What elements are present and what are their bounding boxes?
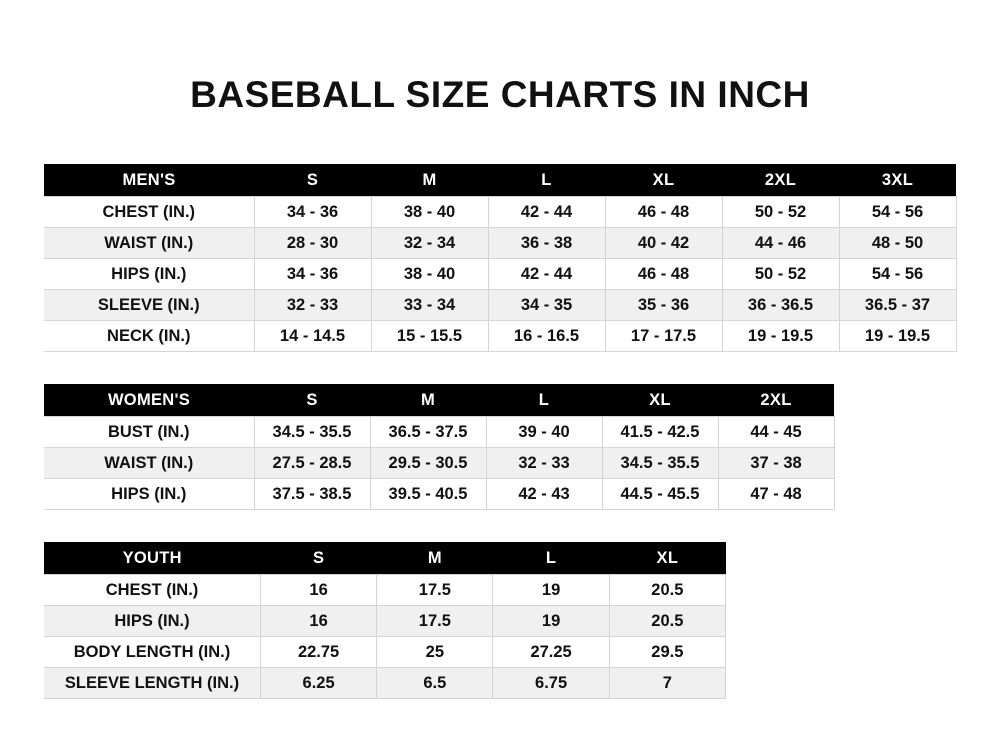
table-row (44, 448, 834, 479)
tables-container (0, 164, 1000, 699)
youth-table-body (44, 575, 726, 699)
mens-header-m: M (371, 164, 488, 197)
cell-value: 6.5 (377, 668, 493, 699)
table-row (44, 259, 956, 290)
cell-value: 50 - 52 (722, 197, 839, 228)
cell-value: 39.5 - 40.5 (370, 479, 486, 510)
row-label: BUST (IN.) (44, 417, 254, 448)
table-row (44, 575, 726, 606)
cell-value: 27.5 - 28.5 (254, 448, 370, 479)
table-header-row (44, 164, 956, 197)
cell-value: 16 (260, 606, 376, 637)
youth-header-xl: XL (609, 542, 725, 575)
cell-value: 6.25 (260, 668, 376, 699)
table-row (44, 606, 726, 637)
mens-header-3xl: 3XL (839, 164, 956, 197)
cell-value: 38 - 40 (371, 259, 488, 290)
youth-header-s: S (260, 542, 376, 575)
table-row (44, 417, 834, 448)
youth-size-table (44, 542, 726, 699)
table-header-row (44, 542, 726, 575)
cell-value: 37.5 - 38.5 (254, 479, 370, 510)
mens-header-category: MEN'S (44, 164, 254, 197)
mens-table-header (44, 164, 956, 197)
cell-value: 44.5 - 45.5 (602, 479, 718, 510)
row-label: SLEEVE LENGTH (IN.) (44, 668, 260, 699)
cell-value: 34 - 36 (254, 259, 371, 290)
table-row (44, 321, 956, 352)
cell-value: 27.25 (493, 637, 609, 668)
cell-value: 32 - 33 (486, 448, 602, 479)
womens-header-xl: XL (602, 384, 718, 417)
cell-value: 16 - 16.5 (488, 321, 605, 352)
womens-size-table (44, 384, 835, 510)
cell-value: 32 - 34 (371, 228, 488, 259)
youth-table-header (44, 542, 726, 575)
cell-value: 16 (260, 575, 376, 606)
cell-value: 17.5 (377, 606, 493, 637)
mens-header-xl: XL (605, 164, 722, 197)
row-label: HIPS (IN.) (44, 606, 260, 637)
cell-value: 19 (493, 575, 609, 606)
womens-header-l: L (486, 384, 602, 417)
cell-value: 39 - 40 (486, 417, 602, 448)
cell-value: 19 (493, 606, 609, 637)
cell-value: 22.75 (260, 637, 376, 668)
mens-header-2xl: 2XL (722, 164, 839, 197)
cell-value: 19 - 19.5 (839, 321, 956, 352)
row-label: CHEST (IN.) (44, 197, 254, 228)
womens-header-s: S (254, 384, 370, 417)
row-label: HIPS (IN.) (44, 479, 254, 510)
cell-value: 28 - 30 (254, 228, 371, 259)
cell-value: 29.5 - 30.5 (370, 448, 486, 479)
table-row (44, 290, 956, 321)
cell-value: 35 - 36 (605, 290, 722, 321)
cell-value: 41.5 - 42.5 (602, 417, 718, 448)
womens-header-2xl: 2XL (718, 384, 834, 417)
cell-value: 34.5 - 35.5 (254, 417, 370, 448)
cell-value: 44 - 45 (718, 417, 834, 448)
cell-value: 17 - 17.5 (605, 321, 722, 352)
cell-value: 40 - 42 (605, 228, 722, 259)
cell-value: 44 - 46 (722, 228, 839, 259)
womens-table-header (44, 384, 834, 417)
cell-value: 7 (609, 668, 725, 699)
cell-value: 17.5 (377, 575, 493, 606)
cell-value: 38 - 40 (371, 197, 488, 228)
cell-value: 54 - 56 (839, 197, 956, 228)
cell-value: 29.5 (609, 637, 725, 668)
cell-value: 47 - 48 (718, 479, 834, 510)
youth-header-category: YOUTH (44, 542, 260, 575)
page-title: BASEBALL SIZE CHARTS IN INCH (190, 74, 810, 115)
row-label: WAIST (IN.) (44, 448, 254, 479)
cell-value: 34.5 - 35.5 (602, 448, 718, 479)
table-header-row (44, 384, 834, 417)
table-row (44, 668, 726, 699)
mens-table-body (44, 197, 956, 352)
row-label: BODY LENGTH (IN.) (44, 637, 260, 668)
mens-size-table (44, 164, 957, 352)
row-label: CHEST (IN.) (44, 575, 260, 606)
row-label: SLEEVE (IN.) (44, 290, 254, 321)
cell-value: 14 - 14.5 (254, 321, 371, 352)
cell-value: 25 (377, 637, 493, 668)
cell-value: 20.5 (609, 575, 725, 606)
cell-value: 36 - 38 (488, 228, 605, 259)
row-label: NECK (IN.) (44, 321, 254, 352)
table-row (44, 637, 726, 668)
mens-header-l: L (488, 164, 605, 197)
womens-table-body (44, 417, 834, 510)
youth-header-l: L (493, 542, 609, 575)
cell-value: 36.5 - 37 (839, 290, 956, 321)
cell-value: 36 - 36.5 (722, 290, 839, 321)
cell-value: 46 - 48 (605, 259, 722, 290)
cell-value: 34 - 35 (488, 290, 605, 321)
cell-value: 37 - 38 (718, 448, 834, 479)
womens-header-m: M (370, 384, 486, 417)
row-label: WAIST (IN.) (44, 228, 254, 259)
cell-value: 20.5 (609, 606, 725, 637)
cell-value: 6.75 (493, 668, 609, 699)
cell-value: 32 - 33 (254, 290, 371, 321)
youth-header-m: M (377, 542, 493, 575)
mens-header-s: S (254, 164, 371, 197)
row-label: HIPS (IN.) (44, 259, 254, 290)
cell-value: 34 - 36 (254, 197, 371, 228)
womens-header-category: WOMEN'S (44, 384, 254, 417)
table-row (44, 197, 956, 228)
cell-value: 48 - 50 (839, 228, 956, 259)
cell-value: 15 - 15.5 (371, 321, 488, 352)
cell-value: 19 - 19.5 (722, 321, 839, 352)
table-row (44, 228, 956, 259)
cell-value: 46 - 48 (605, 197, 722, 228)
cell-value: 36.5 - 37.5 (370, 417, 486, 448)
cell-value: 33 - 34 (371, 290, 488, 321)
cell-value: 42 - 44 (488, 259, 605, 290)
table-row (44, 479, 834, 510)
cell-value: 54 - 56 (839, 259, 956, 290)
cell-value: 42 - 43 (486, 479, 602, 510)
cell-value: 50 - 52 (722, 259, 839, 290)
cell-value: 42 - 44 (488, 197, 605, 228)
